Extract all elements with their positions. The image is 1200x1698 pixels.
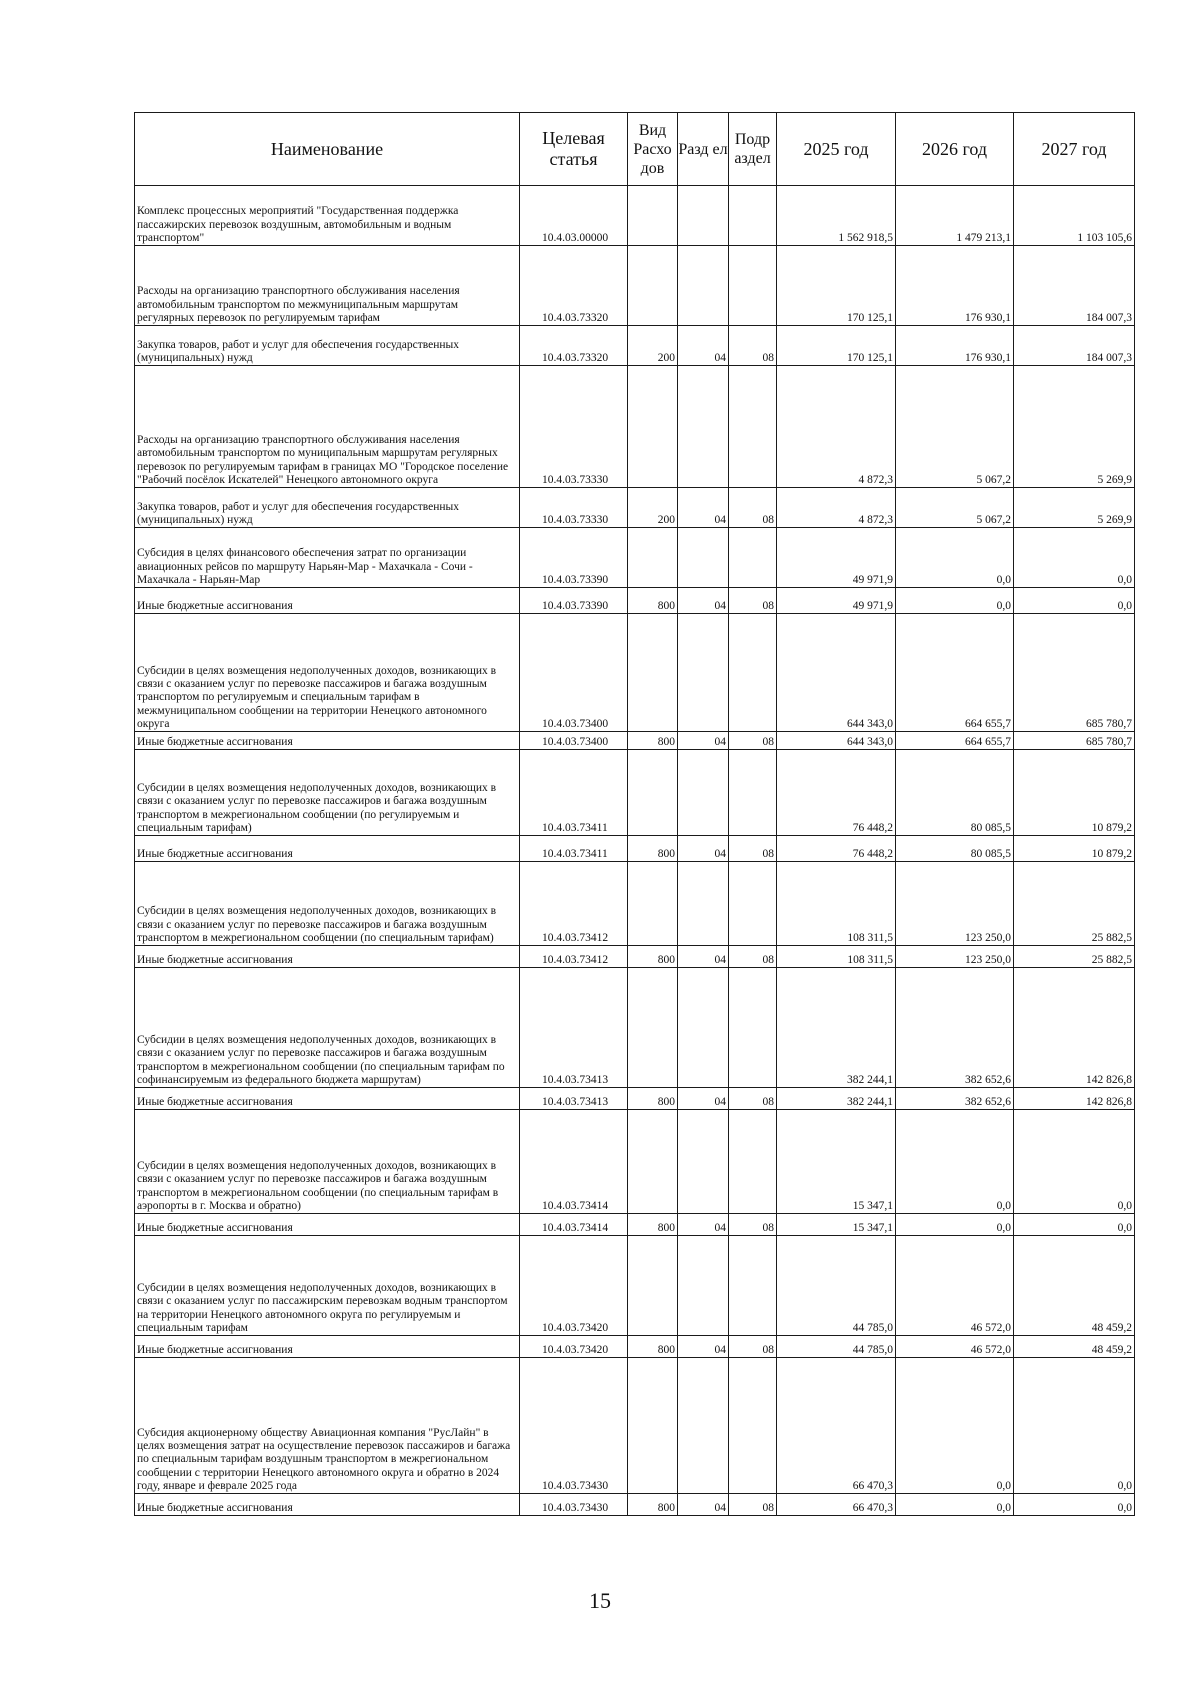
row-type: 200 <box>628 326 678 366</box>
row-section: 04 <box>678 1494 729 1516</box>
row-2026: 80 085,5 <box>896 836 1014 862</box>
row-2026: 0,0 <box>896 1214 1014 1236</box>
row-subsection <box>729 366 777 488</box>
row-target: 10.4.03.73390 <box>520 528 628 588</box>
header-type: Вид Расхо дов <box>628 113 678 186</box>
row-subsection: 08 <box>729 1494 777 1516</box>
row-2025: 44 785,0 <box>777 1336 896 1358</box>
row-2025: 644 343,0 <box>777 732 896 750</box>
row-section <box>678 862 729 946</box>
row-2026: 176 930,1 <box>896 246 1014 326</box>
row-subsection: 08 <box>729 588 777 614</box>
row-type: 800 <box>628 946 678 968</box>
row-2025: 76 448,2 <box>777 750 896 836</box>
row-section <box>678 186 729 246</box>
page-number: 15 <box>589 1588 611 1613</box>
row-target: 10.4.03.73411 <box>520 836 628 862</box>
row-2026: 0,0 <box>896 1358 1014 1494</box>
header-2027: 2027 год <box>1014 113 1135 186</box>
row-2026: 0,0 <box>896 528 1014 588</box>
table-row <box>135 614 1135 732</box>
row-type <box>628 750 678 836</box>
row-2026: 0,0 <box>896 1110 1014 1214</box>
budget-table <box>134 112 1135 1516</box>
row-target: 10.4.03.73320 <box>520 326 628 366</box>
row-2026: 123 250,0 <box>896 862 1014 946</box>
row-target: 10.4.03.73320 <box>520 246 628 326</box>
row-type <box>628 1236 678 1336</box>
row-section <box>678 1358 729 1494</box>
table-row <box>135 528 1135 588</box>
row-type: 800 <box>628 588 678 614</box>
row-2027: 685 780,7 <box>1014 732 1135 750</box>
row-subsection: 08 <box>729 732 777 750</box>
row-subsection <box>729 614 777 732</box>
table-row <box>135 836 1135 862</box>
row-subsection <box>729 750 777 836</box>
table-row <box>135 186 1135 246</box>
row-name: Субсидии в целях возмещения недополученных доходов, возникающих в связи с оказанием услуг по перевозке пассажиров и багажа воздушным транспортом в межрегиональном сообщении (по регулируемым и специальным тарифам) <box>135 750 520 836</box>
table-row <box>135 366 1135 488</box>
row-2027: 5 269,9 <box>1014 366 1135 488</box>
row-2026: 664 655,7 <box>896 732 1014 750</box>
row-name: Иные бюджетные ассигнования <box>135 1088 520 1110</box>
row-2027: 10 879,2 <box>1014 750 1135 836</box>
row-subsection <box>729 528 777 588</box>
row-target: 10.4.03.73414 <box>520 1110 628 1214</box>
row-target: 10.4.03.73420 <box>520 1336 628 1358</box>
row-type: 800 <box>628 1336 678 1358</box>
row-subsection: 08 <box>729 1088 777 1110</box>
row-2027: 5 269,9 <box>1014 488 1135 528</box>
row-2027: 0,0 <box>1014 1358 1135 1494</box>
row-section: 04 <box>678 1088 729 1110</box>
row-type <box>628 366 678 488</box>
row-section <box>678 528 729 588</box>
row-subsection <box>729 246 777 326</box>
row-2025: 15 347,1 <box>777 1214 896 1236</box>
row-target: 10.4.03.73430 <box>520 1494 628 1516</box>
row-type <box>628 186 678 246</box>
row-name: Иные бюджетные ассигнования <box>135 836 520 862</box>
row-name: Иные бюджетные ассигнования <box>135 1494 520 1516</box>
row-type: 800 <box>628 836 678 862</box>
row-2025: 49 971,9 <box>777 588 896 614</box>
row-name: Субсидии в целях возмещения недополученных доходов, возникающих в связи с оказанием услуг по перевозке пассажиров и багажа воздушным транспортом в межрегиональном сообщении (по специальным тарифам по софинансируемым из федерального бюджета маршрутам) <box>135 968 520 1088</box>
table-row <box>135 588 1135 614</box>
row-name: Иные бюджетные ассигнования <box>135 1336 520 1358</box>
row-name: Комплекс процессных мероприятий "Государственная поддержка пассажирских перевозок воздушным, автомобильным и водным транспортом" <box>135 186 520 246</box>
row-2027: 48 459,2 <box>1014 1236 1135 1336</box>
row-section <box>678 968 729 1088</box>
row-subsection <box>729 1358 777 1494</box>
row-section: 04 <box>678 946 729 968</box>
row-subsection <box>729 186 777 246</box>
row-2025: 44 785,0 <box>777 1236 896 1336</box>
row-2025: 49 971,9 <box>777 528 896 588</box>
row-2026: 0,0 <box>896 1494 1014 1516</box>
row-name: Субсидии в целях возмещения недополученных доходов, возникающих в связи с оказанием услуг по перевозке пассажиров и багажа воздушным транспортом в межрегиональном сообщении (по специальным тарифам) <box>135 862 520 946</box>
table-row <box>135 1236 1135 1336</box>
row-2025: 4 872,3 <box>777 366 896 488</box>
row-name: Иные бюджетные ассигнования <box>135 588 520 614</box>
row-name: Расходы на организацию транспортного обслуживания населения автомобильным транспортом по муниципальным маршрутам регулярных перевозок по регулируемым тарифам в границах МО "Городское поселение "Рабочий посёлок Искателей" Ненецкого автономного округа <box>135 366 520 488</box>
row-subsection <box>729 1110 777 1214</box>
row-name: Субсидии в целях возмещения недополученных доходов, возникающих в связи с оказанием услуг по перевозке пассажиров и багажа воздушным транспортом по регулируемым и специальным тарифам в межмуниципальном сообщении на территории Ненецкого автономного округа <box>135 614 520 732</box>
row-2025: 15 347,1 <box>777 1110 896 1214</box>
row-2027: 0,0 <box>1014 588 1135 614</box>
row-2026: 176 930,1 <box>896 326 1014 366</box>
table-row <box>135 246 1135 326</box>
table-row <box>135 968 1135 1088</box>
header-subsection: Подр аздел <box>729 113 777 186</box>
row-target: 10.4.03.73430 <box>520 1358 628 1494</box>
row-type <box>628 528 678 588</box>
row-2027: 685 780,7 <box>1014 614 1135 732</box>
row-2027: 0,0 <box>1014 1214 1135 1236</box>
row-2025: 4 872,3 <box>777 488 896 528</box>
row-2026: 46 572,0 <box>896 1236 1014 1336</box>
row-target: 10.4.03.73413 <box>520 1088 628 1110</box>
row-2027: 48 459,2 <box>1014 1336 1135 1358</box>
row-2025: 1 562 918,5 <box>777 186 896 246</box>
row-type: 800 <box>628 732 678 750</box>
row-target: 10.4.03.73412 <box>520 946 628 968</box>
row-2025: 170 125,1 <box>777 326 896 366</box>
row-section: 04 <box>678 732 729 750</box>
row-name: Субсидия акционерному обществу Авиационная компания "РусЛайн" в целях возмещения затрат на осуществление перевозок пассажиров и багажа по специальным тарифам воздушным транспортом в межрегиональном сообщении с территории Ненецкого автономного округа и обратно в 2024 году, январе и феврале 2025 года <box>135 1358 520 1494</box>
table-row <box>135 1088 1135 1110</box>
row-target: 10.4.03.00000 <box>520 186 628 246</box>
row-2027: 10 879,2 <box>1014 836 1135 862</box>
row-2027: 184 007,3 <box>1014 326 1135 366</box>
row-2026: 0,0 <box>896 588 1014 614</box>
table-row <box>135 1494 1135 1516</box>
row-target: 10.4.03.73400 <box>520 732 628 750</box>
row-name: Субсидия в целях финансового обеспечения затрат по организации авиационных рейсов по маршруту Нарьян-Мар - Махачкала - Сочи - Махачкала - Нарьян-Мар <box>135 528 520 588</box>
header-row <box>135 113 1135 186</box>
row-target: 10.4.03.73412 <box>520 862 628 946</box>
row-2025: 382 244,1 <box>777 968 896 1088</box>
row-target: 10.4.03.73390 <box>520 588 628 614</box>
row-section <box>678 1236 729 1336</box>
row-2026: 382 652,6 <box>896 968 1014 1088</box>
row-2027: 184 007,3 <box>1014 246 1135 326</box>
row-2026: 664 655,7 <box>896 614 1014 732</box>
row-subsection: 08 <box>729 326 777 366</box>
row-2025: 644 343,0 <box>777 614 896 732</box>
row-section <box>678 1110 729 1214</box>
row-2026: 80 085,5 <box>896 750 1014 836</box>
row-target: 10.4.03.73411 <box>520 750 628 836</box>
row-subsection <box>729 968 777 1088</box>
row-section <box>678 246 729 326</box>
table-row <box>135 1110 1135 1214</box>
row-type: 800 <box>628 1494 678 1516</box>
table-row <box>135 488 1135 528</box>
row-2026: 382 652,6 <box>896 1088 1014 1110</box>
row-subsection <box>729 862 777 946</box>
row-2026: 5 067,2 <box>896 488 1014 528</box>
row-2025: 170 125,1 <box>777 246 896 326</box>
row-section: 04 <box>678 1214 729 1236</box>
row-2027: 0,0 <box>1014 528 1135 588</box>
row-type: 800 <box>628 1088 678 1110</box>
row-2026: 1 479 213,1 <box>896 186 1014 246</box>
row-name: Расходы на организацию транспортного обслуживания населения автомобильным транспортом по межмуниципальным маршрутам регулярных перевозок по регулируемым тарифам <box>135 246 520 326</box>
row-2027: 1 103 105,6 <box>1014 186 1135 246</box>
row-target: 10.4.03.73400 <box>520 614 628 732</box>
row-name: Закупка товаров, работ и услуг для обеспечения государственных (муниципальных) нужд <box>135 326 520 366</box>
row-subsection: 08 <box>729 488 777 528</box>
row-section <box>678 366 729 488</box>
row-2027: 142 826,8 <box>1014 1088 1135 1110</box>
row-target: 10.4.03.73413 <box>520 968 628 1088</box>
table-row <box>135 1336 1135 1358</box>
row-target: 10.4.03.73414 <box>520 1214 628 1236</box>
row-subsection <box>729 1236 777 1336</box>
row-section: 04 <box>678 488 729 528</box>
row-name: Субсидии в целях возмещения недополученных доходов, возникающих в связи с оказанием услуг по перевозке пассажиров и багажа воздушным транспортом в межрегиональном сообщении (по специальным тарифам в аэропорты в г. Москва и обратно) <box>135 1110 520 1214</box>
row-name: Иные бюджетные ассигнования <box>135 732 520 750</box>
row-2027: 25 882,5 <box>1014 946 1135 968</box>
row-subsection: 08 <box>729 946 777 968</box>
table-row <box>135 750 1135 836</box>
row-2026: 46 572,0 <box>896 1336 1014 1358</box>
row-2025: 108 311,5 <box>777 862 896 946</box>
row-2026: 5 067,2 <box>896 366 1014 488</box>
row-name: Закупка товаров, работ и услуг для обеспечения государственных (муниципальных) нужд <box>135 488 520 528</box>
row-type <box>628 968 678 1088</box>
table-body <box>135 186 1135 1516</box>
row-2025: 76 448,2 <box>777 836 896 862</box>
table-row <box>135 862 1135 946</box>
table-row <box>135 326 1135 366</box>
row-section: 04 <box>678 1336 729 1358</box>
header-section: Разд ел <box>678 113 729 186</box>
table-row <box>135 1358 1135 1494</box>
row-2027: 25 882,5 <box>1014 862 1135 946</box>
row-2027: 0,0 <box>1014 1110 1135 1214</box>
row-type <box>628 614 678 732</box>
row-type <box>628 862 678 946</box>
row-type <box>628 1110 678 1214</box>
row-2025: 66 470,3 <box>777 1358 896 1494</box>
row-2025: 108 311,5 <box>777 946 896 968</box>
row-section: 04 <box>678 326 729 366</box>
row-section: 04 <box>678 588 729 614</box>
row-section: 04 <box>678 836 729 862</box>
row-name: Субсидии в целях возмещения недополученных доходов, возникающих в связи с оказанием услуг по пассажирским перевозкам водным транспортом на территории Ненецкого автономного округа по регулируемым и специальным тарифам <box>135 1236 520 1336</box>
row-section <box>678 750 729 836</box>
header-target: Целевая статья <box>520 113 628 186</box>
header-name: Наименование <box>135 113 520 186</box>
row-section <box>678 614 729 732</box>
row-type: 800 <box>628 1214 678 1236</box>
header-2025: 2025 год <box>777 113 896 186</box>
row-2026: 123 250,0 <box>896 946 1014 968</box>
row-subsection: 08 <box>729 1214 777 1236</box>
header-2026: 2026 год <box>896 113 1014 186</box>
table-row <box>135 1214 1135 1236</box>
table-row <box>135 732 1135 750</box>
row-2027: 142 826,8 <box>1014 968 1135 1088</box>
row-type <box>628 1358 678 1494</box>
row-2025: 66 470,3 <box>777 1494 896 1516</box>
row-subsection: 08 <box>729 836 777 862</box>
row-type <box>628 246 678 326</box>
row-name: Иные бюджетные ассигнования <box>135 1214 520 1236</box>
row-target: 10.4.03.73330 <box>520 488 628 528</box>
row-2027: 0,0 <box>1014 1494 1135 1516</box>
row-name: Иные бюджетные ассигнования <box>135 946 520 968</box>
table-row <box>135 946 1135 968</box>
row-2025: 382 244,1 <box>777 1088 896 1110</box>
row-target: 10.4.03.73420 <box>520 1236 628 1336</box>
row-target: 10.4.03.73330 <box>520 366 628 488</box>
row-subsection: 08 <box>729 1336 777 1358</box>
row-type: 200 <box>628 488 678 528</box>
